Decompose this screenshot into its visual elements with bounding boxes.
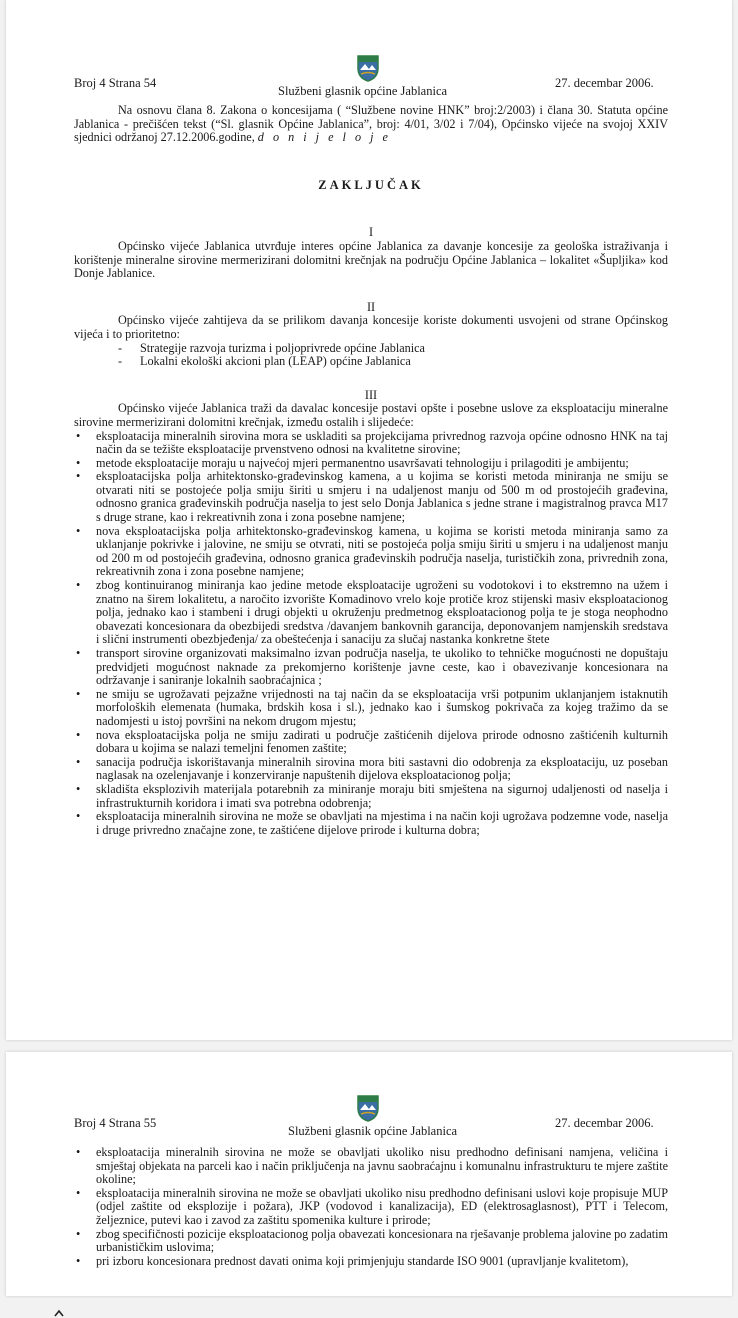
intro-paragraph	[74, 104, 668, 145]
list-item: • sanacija područja iskorištavanja mineralnih sirovina mora biti sastavni dio odobrenja za eksploataciju, uz poseban naglasak na ozelenjavanje i konzerviranje napuštenih dijelova eksploatacionog polja;	[74, 756, 668, 783]
list-item: • pri izboru koncesionara prednost davati onima koji primjenjuju standarde ISO 9001 (upravljanje kvalitetom),	[74, 1255, 668, 1269]
header-issue-page: Broj 4 Strana 55	[74, 1116, 157, 1130]
list-item: • nova eksploatacijska polja arhitektonsko-građevinskog kamena, u kojima se koristi metoda miniranja samo za uklanjanje pokrivke i jalovine, ne smiju se otvrati, niti se postojeća polja smiju širiti u smjeru i na udaljenost manju od 200 m od postojećih građevina, odnosno granica građevinskih područja naselja, turističkih zona, privrednih zona, rekreativnih zona i zona posebne namjene;	[74, 525, 668, 579]
list-item: • zbog kontinuiranog miniranja kao jedine metode eksploatacije ugroženi su vodotokovi i to ekstremno na užem i znatno na širem lokalitetu, a naročito izvorište Komadinovo vrelo koje protiče kroz stijenski masiv eksploatacionog polja, jednako kao i stambeni i drugi objekti u okruženju predmetnog eksploatacionog polja te je stoga neophodno obavezati koncesionara da obezbijedi sredstva /davanjem bankovnih garancija, deponovanjem namjenskih sredstava i slični instrumenti obezbjeđenja/ za obeštećenja i sanaciju za slučaj nastanka konkretne štete	[74, 579, 668, 647]
header-date: 27. decembar 2006.	[555, 1116, 654, 1130]
section-iii-text: Općinsko vijeće Jablanica traži da davalac koncesije postavi opšte i posebne uslove za eksploataciju mineralne sirovine mermerizirani dolomitni krečnjak, između ostalih i slijedeće:	[74, 401, 668, 429]
header-publication-title: Službeni glasnik općine Jablanica	[288, 1124, 458, 1138]
list-item: • transport sirovine organizovati maksimalno izvan područja naselja, te ukoliko to tehničke mogućnosti ne dopuštaju predvidjeti mogućnost naknade za prekomjerno korištenje javne ceste, kao i obavezivanje koncesionara na održavanje i saniranje lokalnih saobraćajnica ;	[74, 647, 668, 688]
section-i-text: Općinsko vijeće Jablanica utvrđuje interes općine Jablanica za davanje koncesije za geološka istraživanja i korištenje mineralne sirovine mermerizirani dolomitni krečnjak na području Općine Jablanica – lokalitet «Šupljika» kod Donje Jablanice.	[74, 238, 668, 281]
list-item: • nova eksploatacijska polja ne smiju zadirati u područje zaštićenih dijelova prirode odnosno zaštićenih kulturnih dobara u kojima se nalazi temeljni fenomen zaštite;	[74, 729, 668, 756]
document-body	[74, 104, 668, 837]
section-numeral-ii: II	[366, 299, 376, 314]
intro-action: d o n i j e l o j e	[257, 130, 391, 145]
document-page-54	[6, 0, 732, 1040]
coat-of-arms-icon	[356, 52, 380, 82]
document-page-55	[6, 1052, 732, 1296]
list-item: • zbog specifičnosti pozicije eksploatacionog polja obavezati koncesionara na rješavanje problema jalovine po zadatim urbanističkim uslovima;	[74, 1228, 668, 1255]
list-item: • ne smiju se ugrožavati pejzažne vrijednosti na taj način da se eksploatacija vrši potpunim uklanjanjem istaknutih morfoloških elemenata (humaka, brdskih kosa i sl.), jednako kao i šumskog pokrivača za kojeg tražimo da se nadomjesti u istoj površini na nekom drugom mjestu;	[74, 688, 668, 729]
header-issue-page: Broj 4 Strana 54	[74, 76, 157, 90]
document-body	[74, 1146, 668, 1268]
document-title: ZAKLJUČAK	[318, 177, 424, 192]
list-item: • eksploatacija mineralnih sirovina ne može se obavljati ukoliko nisu predhodno definisani uslovi koje propisuje MUP (odjel zaštite od eksplozije i požara), JKP (vodovod i kanalizacija), ED (elektrosaglasnost), PTT i Telecom, željeznice, putevi kao i zavod za zaštitu spomenika kulture i prirode;	[74, 1187, 668, 1228]
list-item: • skladišta eksplozivih materijala potarebnih za miniranje moraju biti smještena na sigurnoj udaljenosti od naselja i infrastrukturnih koridora i imati sva potrebna odobrenja;	[74, 783, 668, 810]
list-item: • eksploatacija mineralnih sirovina ne može se obavljati na mjestima i na način koji ugrožava podzemne vode, naselja i druge privredno značajne zone, te zaštićene dijelove prirode i kulturna dobra;	[74, 810, 668, 837]
list-item: • eksploatacijska polja arhitektonsko-građevinskog kamena, a u kojima se koristi metoda miniranja ne smiju se otvarati niti se postojeće polja smiju širiti u smjeru i na udaljenost manju od 500 m od prostojećih građevina, odnosno granica građevinskih područja naselja to jest selo Donja Jablanica s jedne strane i magistralnog pravca M17 s druge strane, kao i rekreativnih zona i zona posebne namjene;	[74, 470, 668, 524]
list-item: - Strategije razvoja turizma i poljoprivrede općine Jablanica	[118, 342, 668, 356]
chevron-up-icon[interactable]	[54, 1308, 64, 1318]
section-ii-list	[74, 342, 668, 369]
section-numeral-i: I	[368, 225, 374, 240]
conditions-list-continued	[74, 1146, 668, 1268]
header-publication-title: Službeni glasnik općine Jablanica	[278, 84, 448, 98]
coat-of-arms-icon	[356, 1092, 380, 1122]
intro-text: Na osnovu člana 8. Zakona o koncesijama ( “Službene novine HNK” broj:2/2003) i člana 30. Statuta općine Jablanica - prečišćen tekst (“Sl. glasnik Općine Jablanica”, broj: 4/01, 3/02 i 7/04), Općinsko vijeće na svojoj XXIV sjednici održanoj 27.12.2006.godine,	[74, 103, 668, 145]
list-item: • eksploatacija mineralnih sirovina ne može se obavljati ukoliko nisu predhodno definisani namjena, veličina i smještaj objekata na parceli kao i način priključenja na javnu saobraćajnu i komunalnu infrastrukturu te mjere zaštite okoline;	[74, 1146, 668, 1187]
header-date: 27. decembar 2006.	[555, 76, 654, 90]
viewer-bottom-bar	[0, 1300, 738, 1318]
section-iii-conditions-list	[74, 430, 668, 838]
list-item: • eksploatacija mineralnih sirovina mora se uskladiti sa projekcijama privrednog razvoja općine odnosno HNK na taj način da se težište eksploatacije prvenstveno odnosi na kvalitetne sirovine;	[74, 430, 668, 457]
list-item: - Lokalni ekološki akcioni plan (LEAP) općine Jablanica	[118, 355, 668, 369]
list-item: • metode eksploatacije moraju u najvećoj mjeri permanentno usavršavati tehnologiju i prilagoditi je ambijentu;	[74, 457, 668, 471]
section-numeral-iii: III	[364, 387, 378, 402]
section-ii-text: Općinsko vijeće zahtijeva da se prilikom davanja koncesije koriste dokumenti usvojeni od strane Općinskog vijeća i to prioritetno:	[74, 313, 668, 341]
